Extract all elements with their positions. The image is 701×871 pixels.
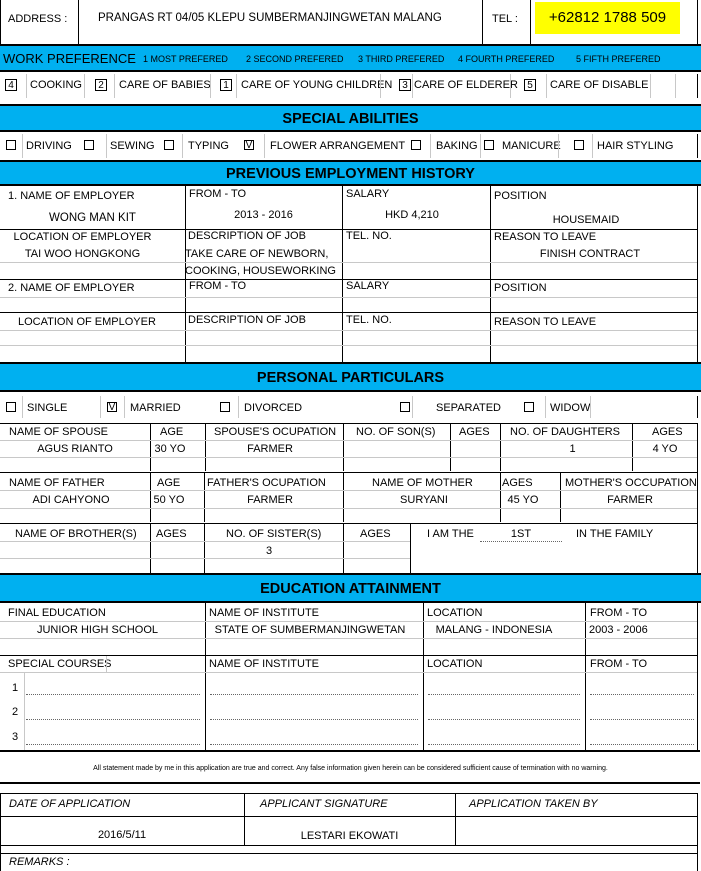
daughters-ages-value[interactable]: 4 YO (652, 443, 678, 455)
edu-from-to-value[interactable]: 2003 - 2006 (589, 624, 648, 636)
desc1-line2[interactable]: COOKING, HOUSEWORKING (185, 265, 336, 277)
tel2-label: TEL. NO. (346, 314, 392, 326)
reason2-label: REASON TO LEAVE (494, 316, 597, 328)
course-institute-label: NAME OF INSTITUTE (209, 658, 319, 670)
reason1-value[interactable]: FINISH CONTRACT (539, 248, 641, 260)
from-to1-value[interactable]: 2013 - 2016 (234, 209, 293, 221)
sons-ages-label: AGES (459, 426, 490, 438)
position1-label: POSITION (494, 190, 547, 202)
ability-label-typing: TYPING (188, 140, 229, 152)
ability-label-flower: FLOWER ARRANGEMENT (270, 140, 406, 152)
remarks-label: REMARKS : (9, 856, 70, 868)
special-abilities-bar (0, 104, 701, 132)
location1-label: LOCATION OF EMPLOYER (13, 231, 152, 243)
salary2-label: SALARY (346, 280, 390, 292)
ability-label-manicure: MANICURE (502, 140, 561, 152)
reason1-label: REASON TO LEAVE (494, 231, 597, 243)
employer1-label: 1. NAME OF EMPLOYER (8, 190, 135, 202)
spouse-age-label: AGE (160, 426, 184, 438)
taken-by-label: APPLICATION TAKEN BY (469, 798, 598, 810)
mother-occ-value[interactable]: FARMER (607, 494, 653, 506)
ability-label-baking: BAKING (436, 140, 478, 152)
status-box-separated[interactable] (400, 402, 410, 412)
ability-box-sewing[interactable] (84, 140, 94, 150)
position2-label: POSITION (494, 282, 547, 294)
location-label: LOCATION (427, 607, 483, 619)
spouse-occ-label: SPOUSE'S OCUPATION (214, 426, 337, 438)
employer1-name[interactable]: WONG MAN KIT (49, 212, 136, 224)
ability-box-baking[interactable] (411, 140, 421, 150)
mother-occ-label: MOTHER'S OCCUPATION (565, 477, 697, 489)
daughters-value[interactable]: 1 (569, 443, 576, 455)
tel-label: TEL : (492, 13, 518, 25)
spouse-label: NAME OF SPOUSE (9, 426, 109, 438)
status-box-widow[interactable] (524, 402, 534, 412)
date-value[interactable]: 2016/5/11 (97, 829, 147, 841)
location2-label: LOCATION OF EMPLOYER (18, 316, 156, 328)
address-label: ADDRESS : (8, 13, 68, 25)
sisters-value[interactable]: 3 (265, 545, 273, 557)
status-label-single: SINGLE (27, 402, 68, 414)
daughters-label: NO. OF DAUGHTERS (510, 426, 621, 438)
father-age-label: AGE (157, 477, 181, 489)
sisters-ages-label: AGES (360, 528, 391, 540)
statement-text: All statement made by me in this application are true and correct. Any false information given herein can be considered sufficient cause of termination with no warning. (93, 765, 608, 772)
status-label-married: MARRIED (130, 402, 181, 414)
institute-label: NAME OF INSTITUTE (209, 607, 319, 619)
spouse-value[interactable]: AGUS RIANTO (37, 443, 113, 455)
personal-bar (0, 362, 701, 392)
course-row-3: 3 (12, 731, 19, 743)
course-row-2: 2 (12, 706, 19, 718)
pref-label-elderer: CARE OF ELDERER (414, 79, 518, 91)
ability-box-hair[interactable] (574, 140, 584, 150)
work-preference-bar (0, 44, 701, 72)
ability-box-driving[interactable] (6, 140, 16, 150)
final-education-label: FINAL EDUCATION (8, 607, 106, 619)
ability-label-hair: HAIR STYLING (597, 140, 674, 152)
salary1-value[interactable]: HKD 4,210 (385, 209, 439, 221)
tel-value[interactable]: +62812 1788 509 (535, 2, 680, 34)
personal-title: PERSONAL PARTICULARS (256, 370, 445, 386)
pref-level-5: 5 FIFTH PREFERED (576, 54, 661, 64)
mother-label: NAME OF MOTHER (372, 477, 473, 489)
ability-box-typing[interactable] (164, 140, 174, 150)
desc1-label: DESCRIPTION OF JOB (188, 230, 306, 242)
i-am-the-label: I AM THE (427, 528, 474, 540)
father-value[interactable]: ADI CAHYONO (32, 494, 110, 506)
sons-label: NO. OF SON(S) (356, 426, 436, 438)
father-occ-value[interactable]: FARMER (247, 494, 293, 506)
pref-label-young-children: CARE OF YOUNG CHILDREN (241, 79, 393, 91)
father-label: NAME OF FATHER (9, 477, 105, 489)
spouse-age-value[interactable]: 30 YO (154, 443, 186, 455)
status-box-married[interactable]: V (108, 402, 116, 413)
desc2-label: DESCRIPTION OF JOB (188, 314, 306, 326)
course-row-1: 1 (12, 682, 19, 694)
education-bar (0, 573, 701, 603)
mother-value[interactable]: SURYANI (400, 494, 448, 506)
final-education-value[interactable]: JUNIOR HIGH SCHOOL (36, 624, 158, 636)
ability-box-manicure[interactable] (484, 140, 494, 150)
status-label-separated: SEPARATED (436, 402, 501, 414)
brothers-ages-label: AGES (156, 528, 187, 540)
salary1-label: SALARY (346, 188, 390, 200)
from-to1-label: FROM - TO (189, 188, 247, 200)
work-preference-title: WORK PREFERENCE (3, 51, 136, 66)
pref-rank-babies[interactable]: 2 (95, 79, 107, 91)
birth-order-value[interactable]: 1ST (510, 528, 532, 540)
pref-rank-cooking[interactable]: 4 (5, 79, 17, 91)
course-location-label: LOCATION (427, 658, 483, 670)
courses-label: SPECIAL COURSES (8, 658, 112, 670)
tel1-label: TEL. NO. (346, 230, 392, 242)
ability-label-driving: DRIVING (26, 140, 72, 152)
daughters-ages-label: AGES (652, 426, 683, 438)
pref-level-1: 1 MOST PREFERED (143, 54, 228, 64)
location-value[interactable]: MALANG - INDONESIA (435, 624, 553, 636)
institute-value[interactable]: STATE OF SUMBERMANJINGWETAN (214, 624, 406, 636)
in-the-family-label: IN THE FAMILY (576, 528, 654, 540)
status-box-single[interactable] (6, 402, 16, 412)
status-label-divorced: DIVORCED (244, 402, 303, 414)
special-abilities-title: SPECIAL ABILITIES (282, 111, 419, 127)
location1-value[interactable]: TAI WOO HONGKONG (24, 248, 141, 260)
desc1-line1[interactable]: TAKE CARE OF NEWBORN, (185, 248, 329, 260)
pref-label-cooking: COOKING (30, 79, 82, 91)
pref-level-2: 2 SECOND PREFERED (246, 54, 344, 64)
spouse-occ-value[interactable]: FARMER (247, 443, 293, 455)
status-label-widow: WIDOW (550, 402, 591, 414)
course-from-to-label: FROM - TO (590, 658, 648, 670)
pref-label-disable: CARE OF DISABLE (550, 79, 649, 91)
pref-level-4: 4 FOURTH PREFERED (458, 54, 555, 64)
brothers-label: NAME OF BROTHER(S) (15, 528, 137, 540)
signature-label: APPLICANT SIGNATURE (260, 798, 388, 810)
address-value[interactable]: PRANGAS RT 04/05 KLEPU SUMBERMANJINGWETAN MALANG (98, 12, 442, 24)
employment-title: PREVIOUS EMPLOYMENT HISTORY (226, 166, 475, 182)
education-title: EDUCATION ATTAINMENT (260, 581, 441, 597)
mother-age-value[interactable]: 45 YO (507, 494, 539, 506)
status-box-divorced[interactable] (220, 402, 230, 412)
pref-level-3: 3 THIRD PREFERED (358, 54, 445, 64)
pref-rank-disable[interactable]: 5 (524, 79, 536, 91)
signature-value[interactable]: LESTARI EKOWATI (300, 830, 399, 842)
pref-rank-elderer[interactable]: 3 (399, 79, 411, 91)
ability-box-flower[interactable]: V (245, 140, 253, 151)
ability-label-sewing: SEWING (110, 140, 155, 152)
pref-rank-young-children[interactable]: 1 (220, 79, 232, 91)
sisters-label: NO. OF SISTER(S) (226, 528, 322, 540)
mother-age-label: AGES (502, 477, 533, 489)
position1-value[interactable]: HOUSEMAID (552, 214, 620, 226)
edu-from-to-label: FROM - TO (590, 607, 648, 619)
employer2-label: 2. NAME OF EMPLOYER (8, 282, 135, 294)
date-label: DATE OF APPLICATION (9, 798, 131, 810)
employment-bar (0, 160, 701, 186)
pref-label-babies: CARE OF BABIES (119, 79, 211, 91)
from-to2-label: FROM - TO (189, 280, 247, 292)
father-age-value[interactable]: 50 YO (153, 494, 185, 506)
father-occ-label: FATHER'S OCUPATION (207, 477, 326, 489)
